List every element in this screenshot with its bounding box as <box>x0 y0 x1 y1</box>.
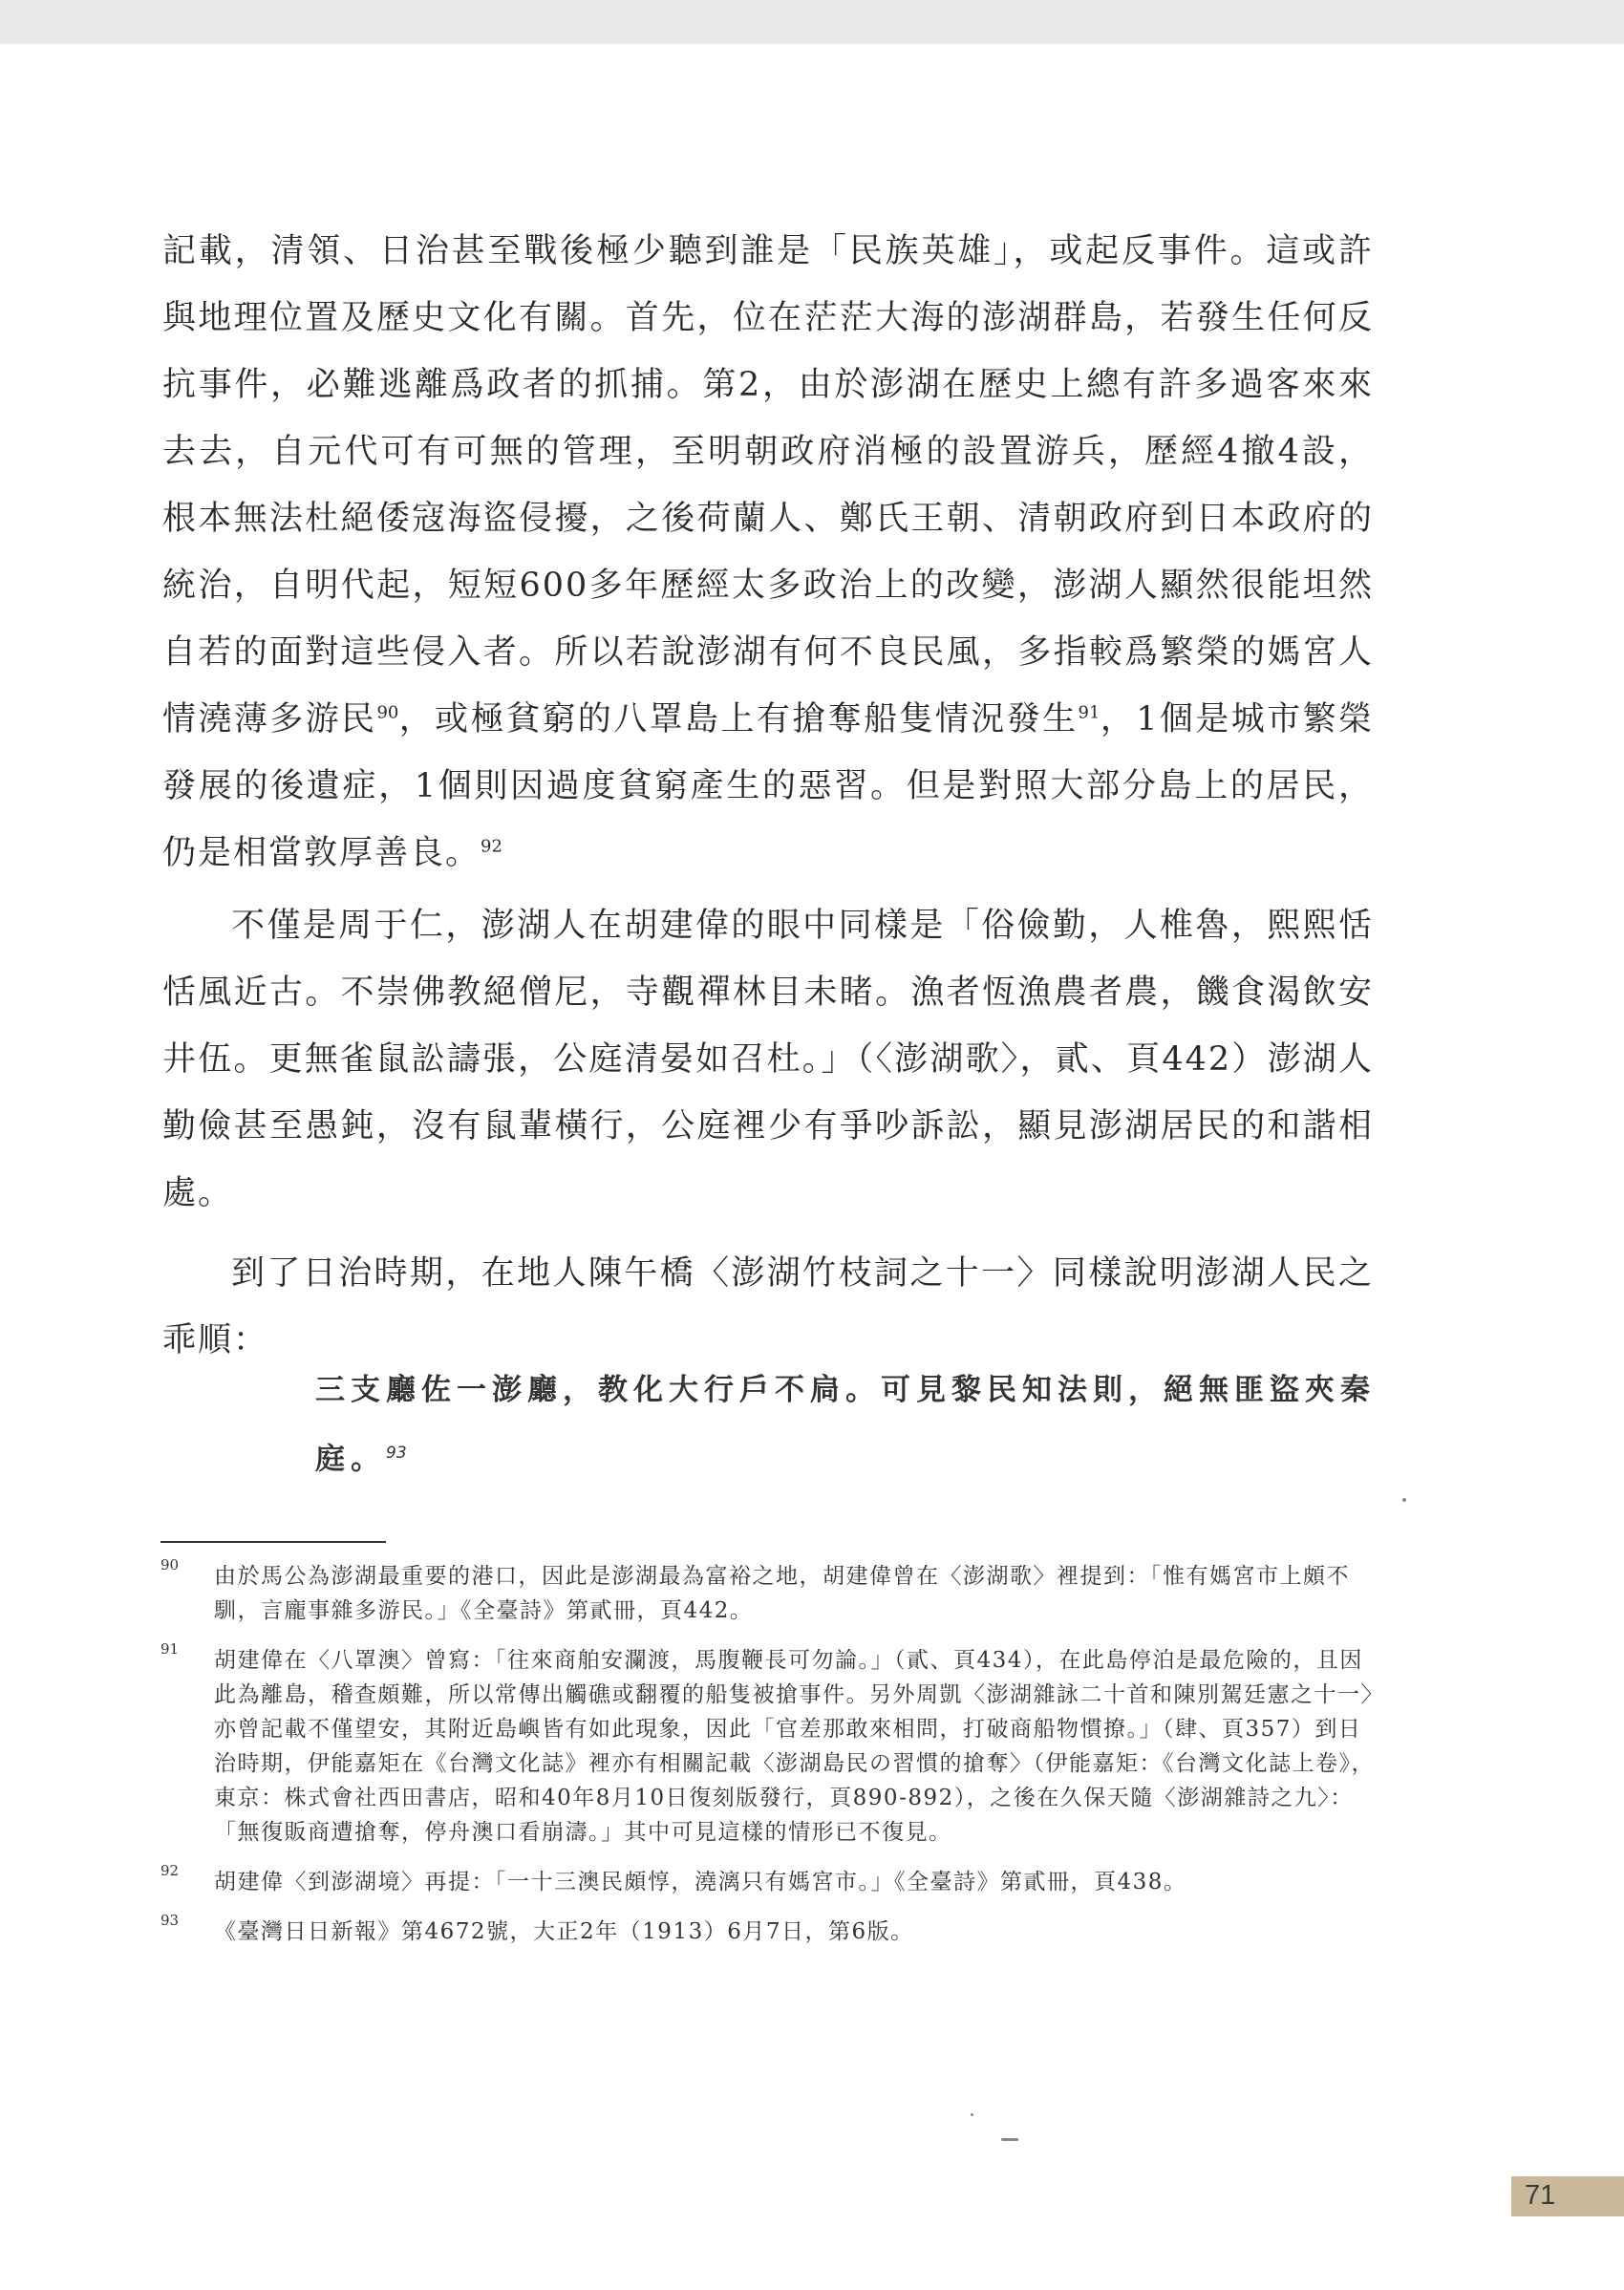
footnote-item <box>160 1640 1376 1850</box>
scan-speck <box>1001 2138 1018 2141</box>
footnote-item <box>160 1912 1376 1949</box>
paragraph-3 <box>162 1240 1374 1374</box>
paragraph-2 <box>162 892 1374 1227</box>
footnote-number: 93 <box>160 1912 180 1929</box>
text-run: 不僅是周于仁，澎湖人在胡建偉的眼中同樣是「俗儉勤，人椎魯，熙熙恬恬風近古。不崇佛教絕僧尼，寺觀禪林目未睹。漁者恆漁農者農，饑食渴飲安井伍。更無雀鼠訟譸張，公庭清晏如召杜。」（〈澎湖歌〉，貳、頁442）澎湖人勤儉甚至愚鈍，沒有鼠輩橫行，公庭裡少有爭吵訴訟，顯見澎湖居民的和諧相處。 <box>162 907 1374 1212</box>
footnote-number: 90 <box>160 1556 180 1573</box>
footnote-item <box>160 1862 1376 1899</box>
main-text <box>162 218 1374 1374</box>
paragraph-1 <box>162 218 1374 887</box>
footnote-ref-90[interactable]: 90 <box>376 702 399 723</box>
footnote-ref-92[interactable]: 92 <box>481 836 502 857</box>
footnote-ref-93[interactable]: 93 <box>386 1444 407 1463</box>
scan-speck <box>1402 1498 1406 1502</box>
quote-text: 三支廳佐一澎廳，教化大行戶不扃。可見黎民知法則，絕無匪盜夾秦庭。 <box>315 1373 1376 1477</box>
footnotes <box>160 1556 1376 1964</box>
footnote-ref-91[interactable]: 91 <box>1078 702 1100 723</box>
footnote-number: 92 <box>160 1862 180 1879</box>
footnote-number: 91 <box>160 1640 180 1658</box>
footnote-item <box>160 1556 1376 1628</box>
text-run: ，1個是城市繁榮發展的後遺症，1個則因過度貧窮產生的惡習。但是對照大部分島上的居民，仍是相當敦厚善良。 <box>162 700 1374 872</box>
footnote-divider <box>160 1541 386 1543</box>
footnote-text: 由於馬公為澎湖最重要的港口，因此是澎湖最為富裕之地，胡建偉曾在〈澎湖歌〉裡提到：「惟有媽宮市上頗不馴，言龐事雜多游民。」《全臺詩》第貳冊，頁442。 <box>214 1564 1350 1623</box>
poem-quote <box>315 1359 1376 1490</box>
footnote-text: 《臺灣日日新報》第4672號，大正2年（1913）6月7日，第6版。 <box>214 1919 914 1944</box>
text-run: 到了日治時期，在地人陳午橋〈澎湖竹枝詞之十一〉同樣說明澎湖人民之乖順： <box>162 1254 1374 1359</box>
page-number: 71 <box>1525 2180 1556 2211</box>
text-run: ，或極貧窮的八罩島上有搶奪船隻情況發生 <box>398 700 1079 738</box>
footnote-text: 胡建偉〈到澎湖境〉再提：「一十三澳民頗惇，澆漓只有媽宮市。」《全臺詩》第貳冊，頁438。 <box>214 1870 1187 1894</box>
scan-speck <box>971 2113 973 2116</box>
page-number-tab <box>1511 2176 1624 2216</box>
footnote-text: 胡建偉在〈八罩澳〉曾寫：「往來商舶安瀾渡，馬腹鞭長可勿論。」（貳、頁434），在此島停泊是最危險的，且因此為離島，稽查頗難，所以常傳出觸礁或翻覆的船隻被搶事件。另外周凱〈澎湖雜詠二十首和陳別駕廷憲之十一〉亦曾記載不僅望安，其附近島嶼皆有如此現象，因此「官差那敢來相問，打破商船物慣撩。」（肆、頁357）到日治時期，伊能嘉矩在《台灣文化誌》裡亦有相關記載〈澎湖島民の習慣的搶奪〉（伊能嘉矩：《台灣文化誌上卷》，東京：株式會社西田書店，昭和40年8月10日復刻版發行，頁890-892），之後在久保天隨〈澎湖雜詩之九〉：「無復販商遭搶奪，停舟澳口看崩濤。」其中可見這樣的情形已不復見。 <box>214 1648 1375 1845</box>
scan-top-edge <box>0 0 1624 44</box>
text-run: 記載，清領、日治甚至戰後極少聽到誰是「民族英雄」，或起反事件。這或許與地理位置及歷史文化有關。首先，位在茫茫大海的澎湖群島，若發生任何反抗事件，必難逃離爲政者的抓捕。第2，由於澎湖在歷史上總有許多過客來來去去，自元代可有可無的管理，至明朝政府消極的設置游兵，歷經4撤4設，根本無法杜絕倭寇海盜侵擾，之後荷蘭人、鄭氏王朝、清朝政府到日本政府的統治，自明代起，短短600多年歷經太多政治上的改變，澎湖人顯然很能坦然自若的面對這些侵入者。所以若說澎湖有何不良民風，多指較爲繁榮的媽宮人情澆薄多游民 <box>162 232 1374 738</box>
